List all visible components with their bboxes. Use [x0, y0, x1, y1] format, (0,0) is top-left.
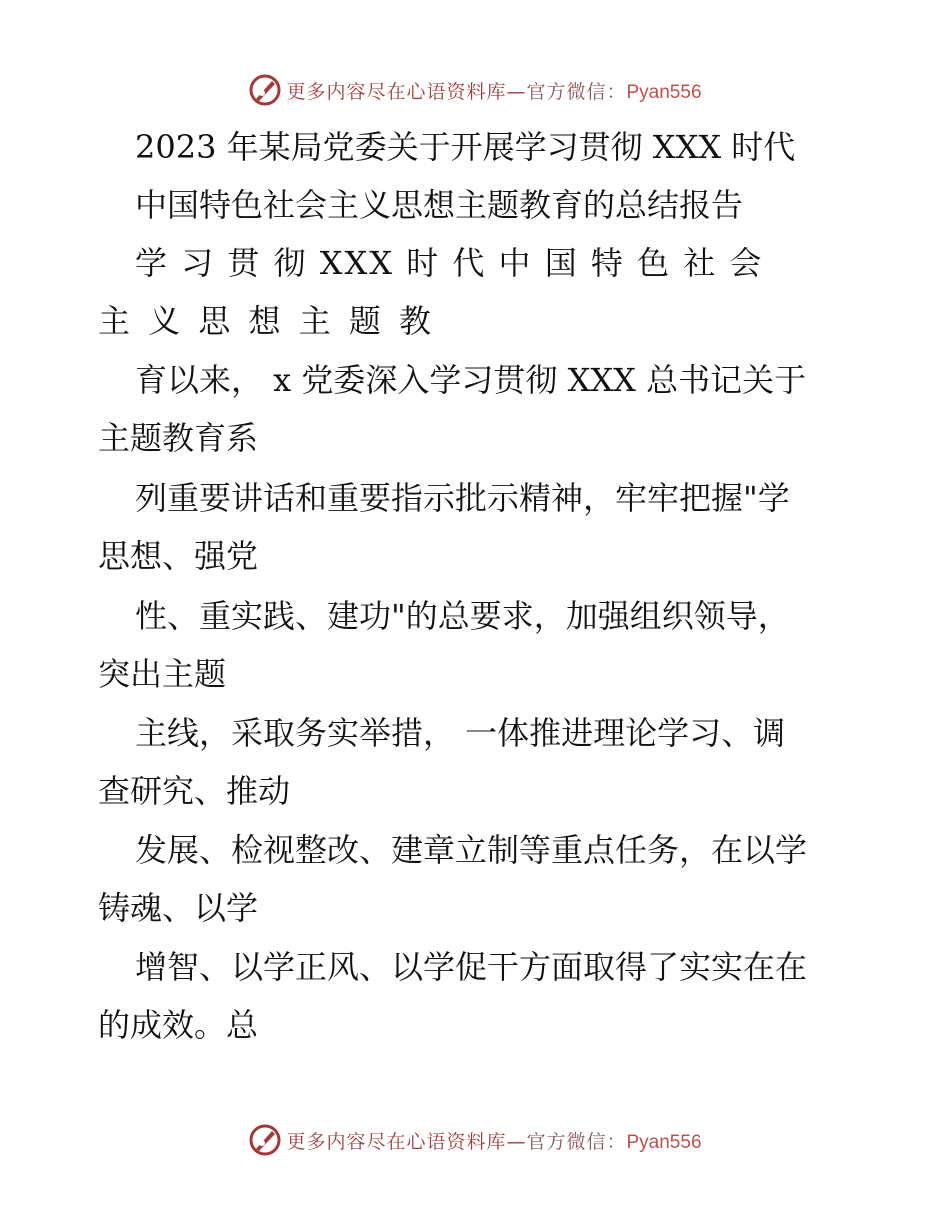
body-line: 主题教育系 [98, 419, 259, 457]
banner-account: Pyan556 [626, 81, 702, 103]
footer-banner [0, 1120, 950, 1160]
body-line: 的成效。总 [98, 1006, 259, 1044]
body-line: 主 义 思 想 主 题 教 [98, 302, 436, 340]
body-line: 主线，采取务实举措， 一体推进理论学习、调 [135, 714, 786, 752]
body-line: 育以来， x 党委深入学习贯彻 XXX 总书记关于 [135, 361, 807, 399]
banner-text [286, 1127, 701, 1154]
body-line: 查研究、推动 [98, 772, 291, 810]
body-line: 发展、检视整改、建章立制等重点任务，在以学 [135, 831, 808, 869]
banner-wechat-label: 官方微信： [526, 80, 627, 103]
body-line: 增智、以学正风、以学促干方面取得了实实在在 [135, 948, 808, 986]
body-line: 学 习 贯 彻 XXX 时 代 中 国 特 色 社 会 [135, 244, 764, 282]
body-line: 突出主题 [98, 655, 227, 693]
body-line: 列重要讲话和重要指示批示精神，牢牢把握"学 [135, 479, 790, 517]
body-line: 性、重实践、建功"的总要求，加强组织领导， [135, 597, 790, 635]
quill-seal-icon [248, 73, 282, 107]
body-line: 铸魂、以学 [98, 889, 259, 927]
title-line-2: 中国特色社会主义思想主题教育的总结报告 [135, 186, 744, 224]
banner-brand: 更多内容尽在心语资料库 [286, 1130, 507, 1153]
title-line-1: 2023 年某局党委关于开展学习贯彻 XXX 时代 [135, 128, 796, 166]
banner-wechat-label: 官方微信： [526, 1130, 627, 1153]
quill-seal-icon [248, 1123, 282, 1157]
body-line: 思想、强党 [98, 537, 259, 575]
banner-dash: — [506, 1130, 527, 1153]
banner-text [286, 77, 701, 104]
banner-account: Pyan556 [626, 1131, 702, 1153]
banner-dash: — [506, 80, 527, 103]
banner-brand: 更多内容尽在心语资料库 [286, 80, 507, 103]
header-banner [0, 70, 950, 110]
